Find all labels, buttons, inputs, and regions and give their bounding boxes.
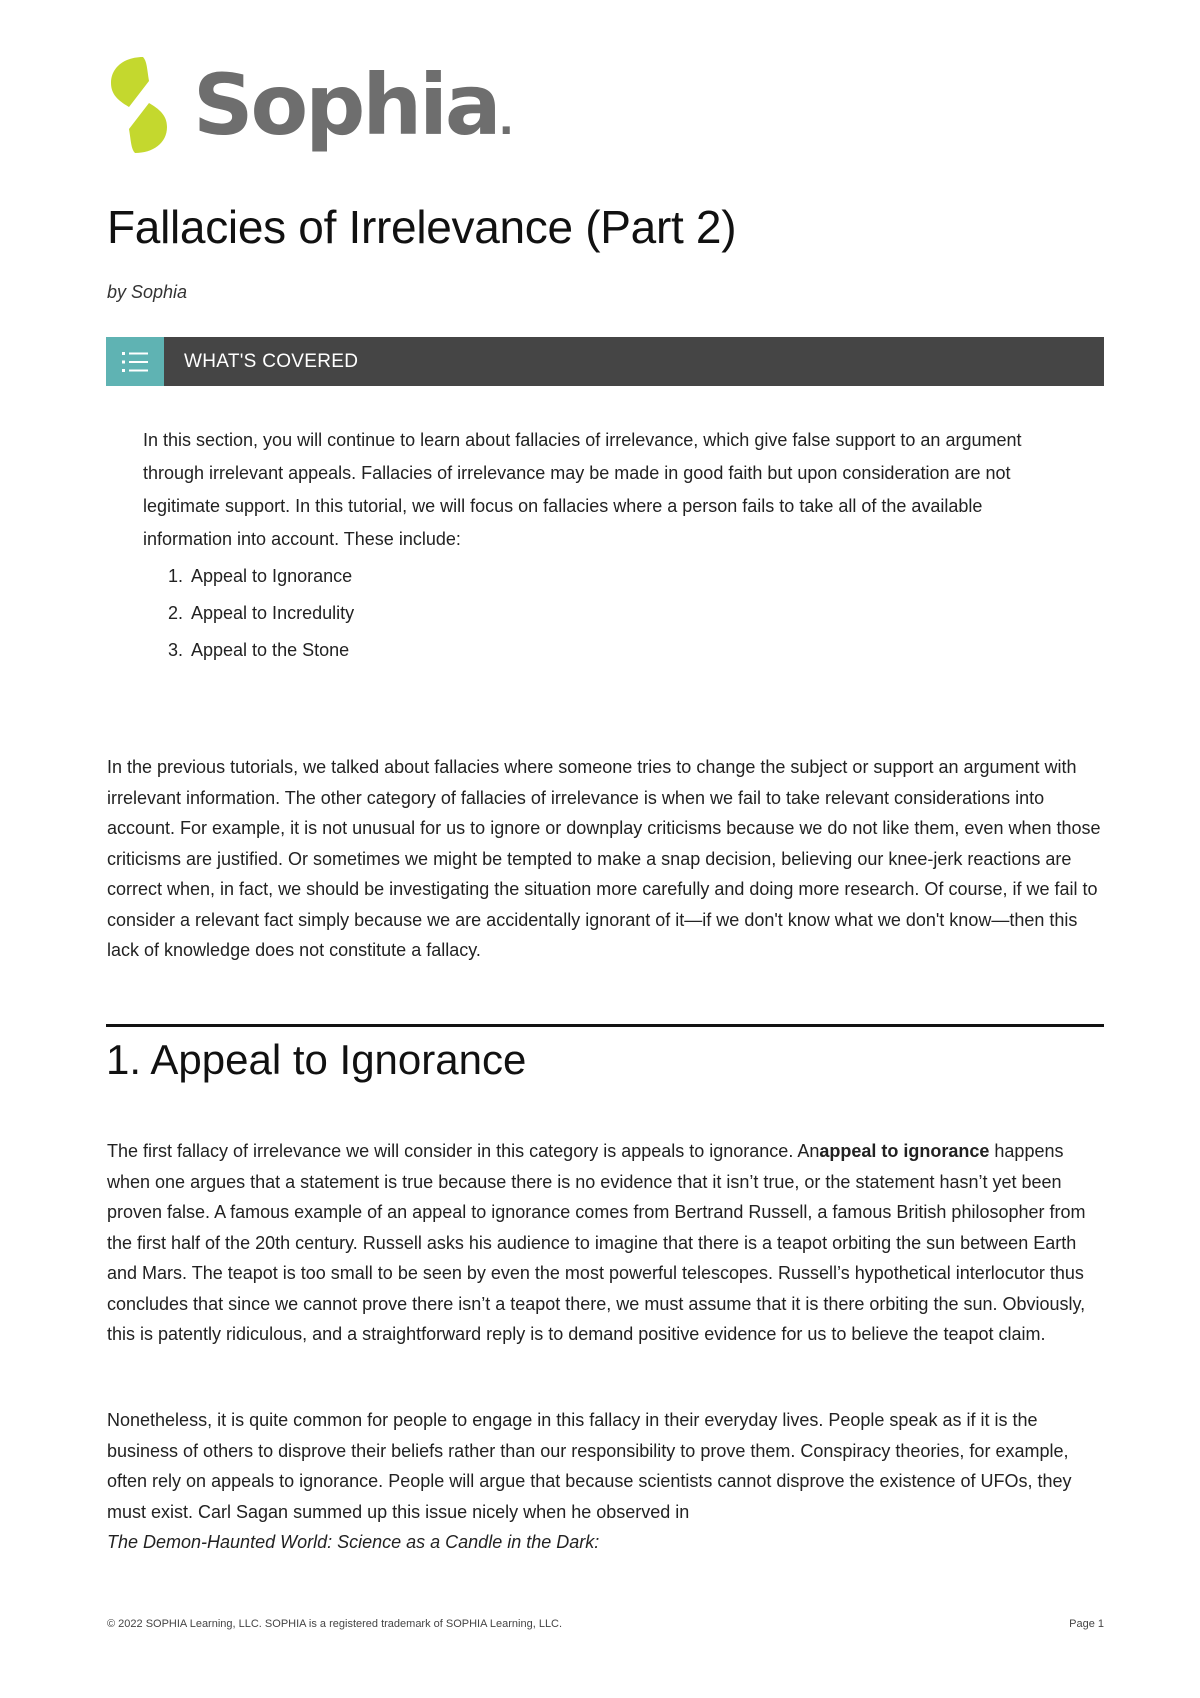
book-title: The Demon-Haunted World: Science as a Candle in the Dark: xyxy=(107,1532,600,1552)
footer-copyright: © 2022 SOPHIA Learning, LLC. SOPHIA is a registered trademark of SOPHIA Learning, LLC. xyxy=(107,1618,563,1630)
list-icon xyxy=(106,337,164,386)
key-term: appeal to ignorance xyxy=(819,1141,990,1161)
whats-covered-header xyxy=(106,337,1104,386)
intro-paragraph: In the previous tutorials, we talked about fallacies where someone tries to change the subject or support an argument with irrelevant information. The other category of fallacies of irrelevance is when we fail to take relevant considerations into account. For example, it is not unusual for us to ignore or downplay criticisms because we do not like them, even when those criticisms are justified. Or sometimes we might be tempted to make a snap decision, believing our knee-jerk reactions are correct when, in fact, we should be investigating the situation more carefully and doing more research. Of course, if we fail to consider a relevant fact simply because we are accidentally ignorant of it—if we don't know what we don't know—then this lack of knowledge does not constitute a fallacy. xyxy=(107,757,1101,960)
covered-topic-list xyxy=(143,558,354,669)
section-heading: 1. Appeal to Ignorance xyxy=(106,1036,527,1083)
body-paragraph: The first fallacy of irrelevance we will consider in this category is appeals to ignorance. Anappeal to ignorance happens when one argues that a statement is true because there is no evidence that it isn’t true, or the statement hasn’t yet been proven false. A famous example of an appeal to ignorance comes from Bertrand Russell, a famous British philosopher from the first half of the 20th century. Russell asks his audience to imagine that there is a teapot orbiting the sun between Earth and Mars. The teapot is too small to be seen by even the most powerful telescopes. Russell’s hypothetical interlocutor thus concludes that since we cannot prove there isn’t a teapot there, we must assume that it is there orbiting the sun. Obviously, this is patently ridiculous, and a straightforward reply is to demand positive evidence for us to believe the teapot claim. xyxy=(107,1141,1086,1344)
logo-wordmark: Sophia. xyxy=(193,56,511,154)
sophia-logo xyxy=(103,55,511,155)
page-title: Fallacies of Irrelevance (Part 2) xyxy=(107,201,737,253)
section-divider xyxy=(106,1024,1104,1027)
list-item: 3. Appeal to the Stone xyxy=(167,640,350,660)
list-item: 1. Appeal to Ignorance xyxy=(167,566,353,586)
whats-covered-label: WHAT'S COVERED xyxy=(184,350,359,372)
page-number: Page 1 xyxy=(1069,1618,1104,1630)
body-paragraph: Nonetheless, it is quite common for people to engage in this fallacy in their everyday lives. People speak as if it is the business of others to disprove their beliefs rather than our responsibility to prove them. Conspiracy theories, for example, often rely on appeals to ignorance. People will argue that because scientists cannot disprove the existence of UFOs, they must exist. Carl Sagan summed up this issue nicely when he observed in The Demon-Haunted World: Science as a Candle in the Dark: xyxy=(107,1410,1072,1552)
list-item: 2. Appeal to Incredulity xyxy=(167,603,355,623)
byline: by Sophia xyxy=(107,282,188,302)
whats-covered-text: In this section, you will continue to learn about fallacies of irrelevance, which give false support to an argument through irrelevant appeals. Fallacies of irrelevance may be made in good faith but upon consideration are not legitimate support. In this tutorial, we will focus on fallacies where a person fails to take all of the available information into account. These include: xyxy=(143,430,1022,549)
sophia-mark-icon xyxy=(103,55,175,155)
